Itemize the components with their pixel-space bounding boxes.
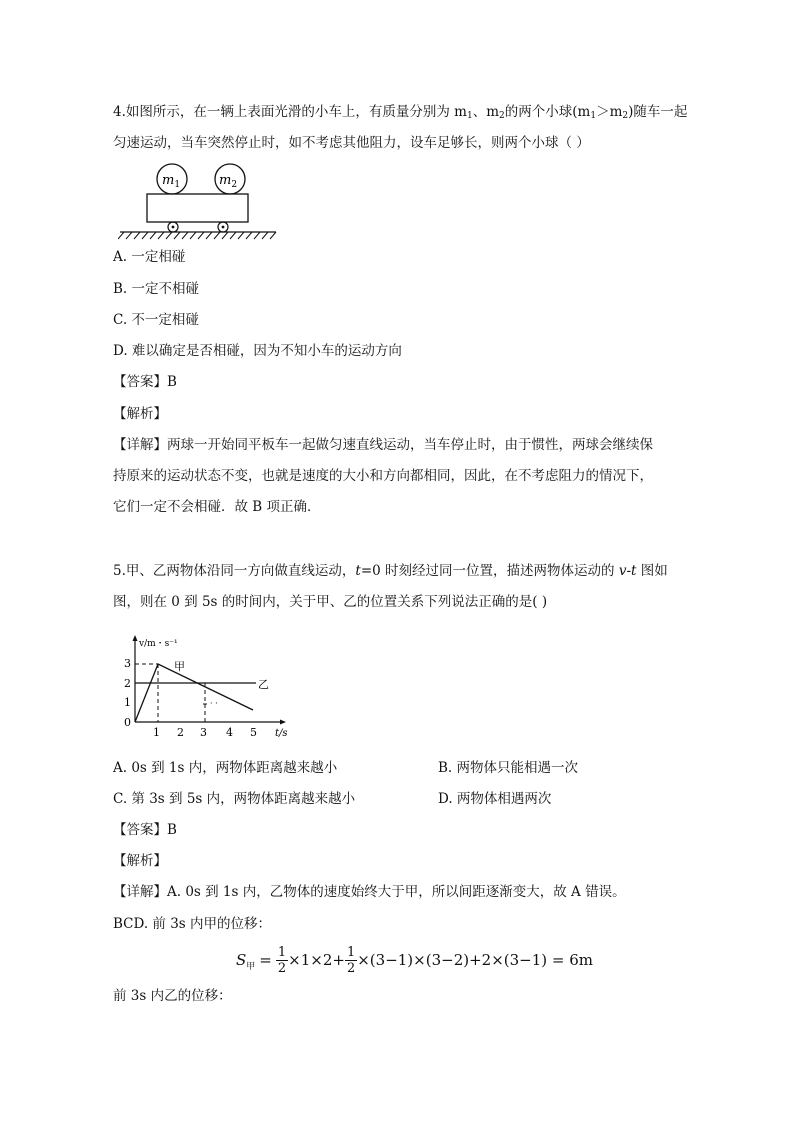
- q5-option-a: A. 0s 到 1s 内，两物体距离越来越小: [113, 760, 338, 776]
- ball-m1-label: $m_1$: [162, 173, 181, 190]
- label-jia: 甲: [174, 660, 185, 673]
- q4-analysis-heading: 【解析】: [113, 406, 167, 422]
- q4-option-c: C. 不一定相碰: [113, 312, 199, 328]
- x-tick-1: 1: [153, 726, 160, 739]
- fraction-1: $\frac{1}{2}$: [277, 944, 287, 976]
- q4-option-a: A. 一定相碰: [113, 249, 186, 265]
- q4-option-d: D. 难以确定是否相碰，因为不知小车的运动方向: [113, 343, 402, 359]
- x-tick-5: 5: [250, 726, 257, 739]
- q5-vt-graph: [118, 632, 298, 744]
- q4-answer: 【答案】B: [113, 374, 177, 390]
- q5-option-b: B. 两物体只能相遇一次: [438, 760, 579, 776]
- y-axis-label: v/m・s⁻¹: [139, 639, 178, 649]
- q5-stem-line2: 图，则在 0 到 5s 的时间内，关于甲、乙的位置关系下列说法正确的是( ): [113, 594, 548, 610]
- ball-m2-label: $m_2$: [219, 173, 238, 190]
- y-tick-2: 2: [124, 677, 131, 690]
- q4-cart-figure: [118, 163, 278, 243]
- q4-stem-line1: 4.如图所示，在一辆上表面光滑的小车上，有质量分别为 $m_1$、$m_2$的两个小球$(m_1>m_2)$随车一起: [113, 104, 688, 121]
- cart-body: [147, 194, 248, 222]
- q5-detail-line: 【详解】A. 0s 到 1s 内，乙物体的速度始终大于甲，所以间距逐渐变大，故 A 错误。: [113, 884, 626, 900]
- q4-detail-line3: 它们一定不会相碰．故 B 项正确．: [113, 499, 321, 515]
- q4-option-b: B. 一定不相碰: [113, 281, 200, 297]
- x-tick-4: 4: [226, 726, 233, 739]
- fraction-2: $\frac{1}{2}$: [346, 944, 356, 976]
- q5-bcd-line: BCD. 前 3s 内甲的位移：: [113, 916, 272, 932]
- q4-detail-line2: 持原来的运动状态不变，也就是速度的大小和方向都相同，因此，在不考虑阻力的情况下，: [113, 468, 653, 484]
- svg-text:· ·: · ·: [210, 699, 218, 708]
- y-tick-3: 3: [124, 657, 131, 670]
- q4-detail-line1: 【详解】两球一开始同平板车一起做匀速直线运动，当车停止时，由于惯性，两球会继续保: [113, 437, 653, 453]
- q5-option-d: D. 两物体相遇两次: [438, 791, 552, 807]
- y-tick-1: 1: [124, 696, 131, 709]
- x-axis-label: t/s: [275, 728, 288, 739]
- q5-stem-line1: 5.甲、乙两物体沿同一方向做直线运动，t=0 时刻经过同一位置，描述两物体运动的 v-t 图如: [113, 563, 668, 579]
- x-tick-2: 2: [177, 726, 184, 739]
- series-jia-line: [135, 664, 253, 722]
- q5-formula: S 甲 = $\frac{1}{2}$ ×1×2+ $\frac{1}{2}$ ×(3−1)×(3−2)+2×(3−1) = 6m: [236, 944, 594, 976]
- y-tick-0: 0: [124, 716, 131, 729]
- q5-last-line: 前 3s 内乙的位移：: [113, 988, 232, 1004]
- label-yi: 乙: [258, 678, 269, 691]
- q4-stem-line2: 匀速运动，当车突然停止时，如不考虑其他阻力，设车足够长，则两个小球（ ）: [113, 135, 590, 151]
- x-tick-3: 3: [200, 726, 207, 739]
- q5-answer: 【答案】B: [113, 822, 177, 838]
- q5-option-c: C. 第 3s 到 5s 内，两物体距离越来越小: [113, 791, 356, 807]
- q5-analysis-heading: 【解析】: [113, 853, 167, 869]
